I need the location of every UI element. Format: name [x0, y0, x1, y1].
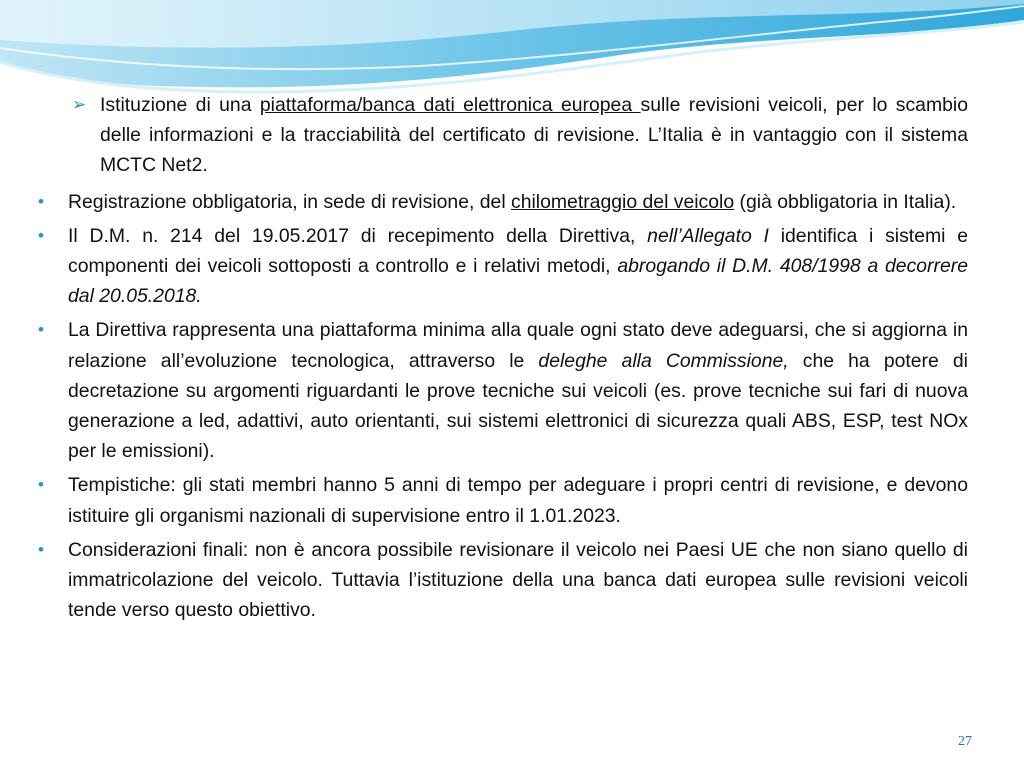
bullet-icon: • [38, 191, 44, 211]
list-item [38, 90, 968, 181]
bullet-icon: • [38, 539, 44, 559]
item-text: Registrazione obbligatoria, in sede di revisione, del [68, 190, 512, 213]
bullet-icon: • [38, 320, 44, 340]
list-item [38, 187, 968, 217]
list-item [38, 470, 968, 530]
item-text: Istituzione di una [100, 94, 260, 116]
list-item [38, 221, 968, 312]
item-underlined-text: chilometraggio del veicolo [511, 190, 735, 213]
item-text: che ha potere di decretazione su argomenti riguardanti le prove tecniche sui veicoli (es. prove tecniche sui fari di nuova generazione a led, adattivi, auto orientanti, sui sistemi elettronici di sicurezza quali ABS, ESP, test NOx per le emissioni). [68, 349, 968, 463]
item-italic-text: nell’Allegato I [647, 224, 769, 247]
item-text: (già obbligatoria in Italia). [734, 190, 957, 213]
list-item [38, 535, 968, 626]
item-underlined-text: piattaforma/banca dati elettronica europea [259, 94, 641, 116]
item-text: La Direttiva rappresenta una piattaforma minima alla quale ogni stato deve adeguarsi, che si aggiorna in relazione all’evoluzione tecnologica, attraverso le [68, 319, 968, 372]
item-text: Tempistiche: gli stati membri hanno 5 anni di tempo per adeguare i propri centri di revisione, e devono istituire gli organismi nazionali di supervisione entro il 1.01.2023. [68, 474, 968, 527]
item-text: Il D.M. n. 214 del 19.05.2017 di recepimento della Direttiva, [68, 224, 648, 247]
item-italic-text: deleghe alla Commissione, [538, 349, 789, 372]
item-text: Considerazioni finali: non è ancora possibile revisionare il veicolo nei Paesi UE che non siano quello di immatricolazione del veicolo. Tuttavia l’istituzione della una banca dati europea sulle revisioni veicoli tende verso questo obiettivo. [68, 538, 968, 622]
list-item [38, 315, 968, 466]
bullet-icon: • [38, 475, 44, 495]
item-italic-text: abrogando il D.M. 408/1998 a decorrere dal 20.05.2018. [68, 255, 968, 308]
bullet-icon: • [38, 225, 44, 245]
slide-body [38, 90, 968, 629]
arrow-bullet-icon: ➢ [72, 95, 87, 114]
page-number: 27 [958, 734, 972, 749]
item-text: sulle revisioni veicoli, per lo scambio delle informazioni e la tracciabilità del certificato di revisione. L’Italia è in vantaggio con il sistema MCTC Net2. [100, 94, 968, 177]
item-text: identifica i sistemi e componenti dei veicoli sottoposti a controllo e i relativi metodi, [68, 224, 969, 278]
